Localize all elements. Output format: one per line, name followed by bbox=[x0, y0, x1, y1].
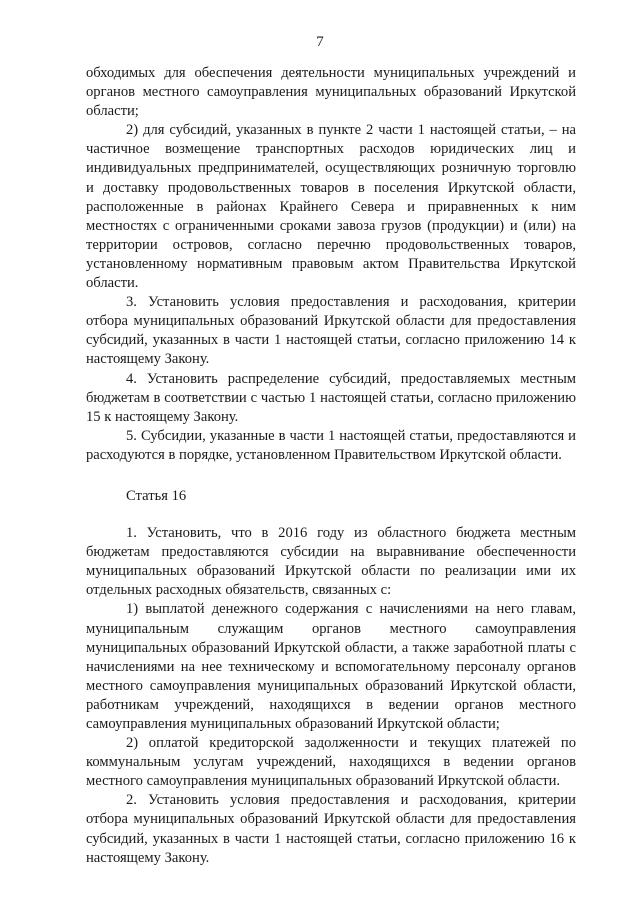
paragraph-article16-part-1: 1. Установить, что в 2016 году из областного бюджета местным бюджетам предоставляются субсидии на выравнивание обеспеченности муниципальных образований Иркутской области по реализации ими их отдельных расходных обязательств, связанных с: bbox=[86, 525, 576, 599]
paragraph-part-5: 5. Субсидии, указанные в части 1 настоящей статьи, предоставляются и расходуются в порядке, установленном Правительством Иркутской области. bbox=[86, 427, 576, 463]
paragraph-item-2: 2) для субсидий, указанных в пункте 2 части 1 настоящей статьи, – на частичное возмещение транспортных расходов юридических лиц и индивидуальных предпринимателей, осуществляющих розничную торговлю и доставку продовольственных товаров в поселения Иркутской области, расположенные в районах Крайнего Севера и приравненных к ним местностях с ограниченными сроками завоза грузов (продукции) и (или) на территории островов, согласно перечню продовольственных товаров, установленному нормативным правовым актом Правительства Иркутской области. bbox=[86, 122, 576, 292]
paragraph-part-4: 4. Установить распределение субсидий, предоставляемых местным бюджетам в соответствии с частью 1 настоящей статьи, согласно приложению 15 к настоящему Закону. bbox=[86, 370, 576, 425]
paragraph-article16-item-1: 1) выплатой денежного содержания с начислениями на него главам, муниципальным служащим органов местного самоуправления муниципальных образований Иркутской области, а также заработной платы с начислениями на нее техническому и вспомогательному персоналу органов местного самоуправления муниципальных образований Иркутской области, работникам учреждений, находящихся в ведении органов местного самоуправления муниципальных образований Иркутской области; bbox=[86, 601, 576, 732]
paragraph-article16-item-2: 2) оплатой кредиторской задолженности и текущих платежей по коммунальным услугам учреждений, находящихся в ведении органов местного самоуправления муниципальных образований Иркутской области. bbox=[86, 735, 576, 790]
paragraph-part-3: 3. Установить условия предоставления и расходования, критерии отбора муниципальных образований Иркутской области для предоставления субсидий, указанных в части 1 настоящей статьи, согласно приложению 14 к настоящему Закону. bbox=[86, 294, 576, 368]
spacer bbox=[86, 465, 576, 487]
spacer bbox=[86, 506, 576, 524]
paragraph-continuation: обходимых для обеспечения деятельности муниципальных учреждений и органов местного самоуправления муниципальных образований Иркутской области; bbox=[86, 65, 576, 120]
document-body bbox=[86, 64, 576, 868]
article-heading: Статья 16 bbox=[126, 487, 187, 504]
paragraph-article16-part-2: 2. Установить условия предоставления и расходования, критерии отбора муниципальных образований Иркутской области для предоставления субсидий, указанных в части 1 настоящей статьи, согласно приложению 16 к настоящему Закону. bbox=[86, 792, 576, 866]
page-number: 7 bbox=[316, 34, 324, 50]
